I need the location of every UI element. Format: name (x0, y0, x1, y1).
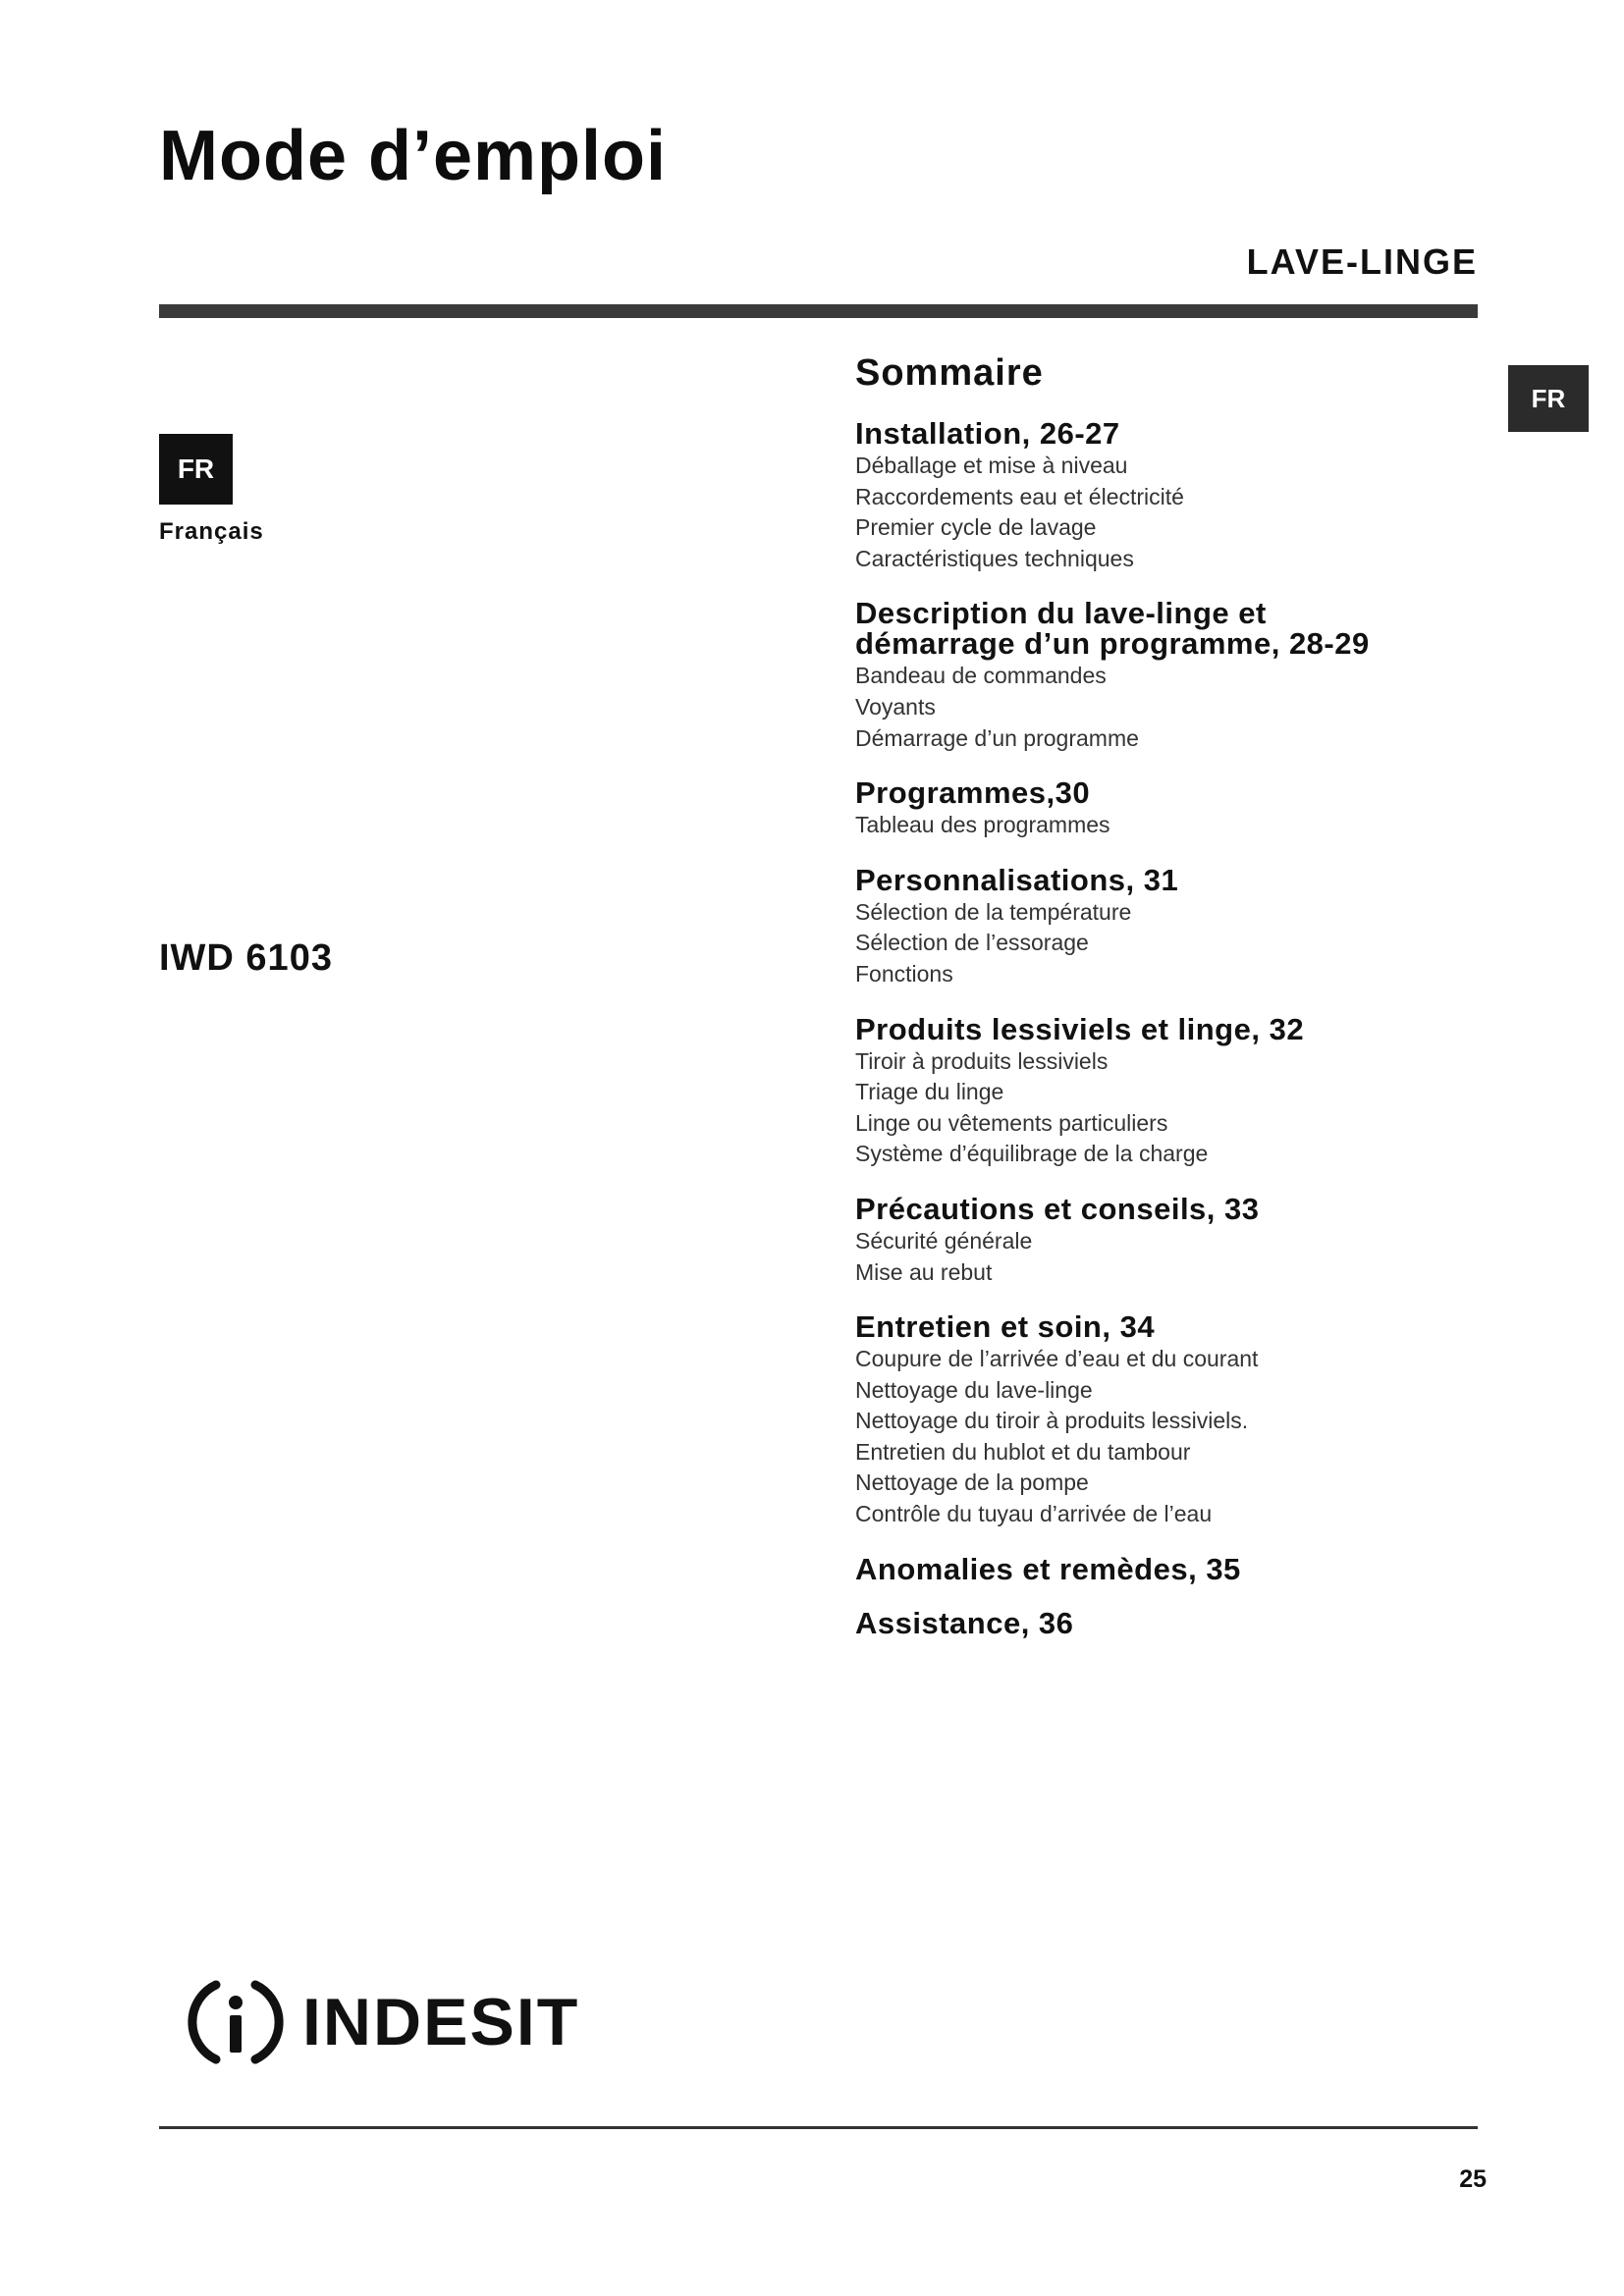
toc-section-assistance (855, 1605, 1484, 1640)
toc-item: Sécurité générale (855, 1227, 1033, 1254)
toc-section-title: Anomalies et remèdes, 35 (855, 1551, 1241, 1586)
toc-section-personnalisations (855, 862, 1484, 990)
brand-logo-text: INDESIT (302, 1985, 580, 2059)
model-number: IWD 6103 (159, 937, 333, 979)
toc-item: Système d’équilibrage de la charge (855, 1141, 1209, 1167)
toc-item: Voyants (855, 693, 936, 720)
toc-section-title: Précautions et conseils, 33 (855, 1191, 1260, 1226)
toc-item: Nettoyage du lave-linge (855, 1376, 1093, 1403)
toc-item: Entretien du hublot et du tambour (855, 1438, 1191, 1465)
toc-item: Nettoyage du tiroir à produits lessiviels. (855, 1408, 1249, 1434)
toc-section-programmes (855, 777, 1484, 841)
toc-section-precautions (855, 1191, 1484, 1288)
top-divider (159, 304, 1478, 318)
table-of-contents (855, 349, 1484, 1662)
toc-item: Mise au rebut (855, 1258, 993, 1285)
page-number: 25 (1459, 2165, 1487, 2193)
toc-section-title: Entretien et soin, 34 (855, 1309, 1156, 1345)
toc-section-anomalies (855, 1551, 1484, 1586)
toc-section-entretien (855, 1311, 1484, 1530)
indesit-i-circle-icon (187, 1973, 285, 2071)
toc-item: Sélection de la température (855, 898, 1132, 925)
toc-item: Tableau des programmes (855, 812, 1110, 838)
toc-section-title: Assistance, 36 (855, 1605, 1074, 1640)
brand-logo (187, 1973, 579, 2071)
page-title: Mode d’emploi (159, 117, 667, 195)
toc-item: Sélection de l’essorage (855, 930, 1089, 956)
toc-item: Triage du linge (855, 1079, 1004, 1105)
toc-section-description (855, 598, 1484, 754)
product-type: LAVE-LINGE (1246, 241, 1478, 282)
toc-item: Premier cycle de lavage (855, 514, 1097, 541)
toc-section-title: Produits lessiviels et linge, 32 (855, 1011, 1305, 1046)
toc-section-produits (855, 1011, 1484, 1170)
toc-item: Linge ou vêtements particuliers (855, 1109, 1168, 1136)
toc-item: Bandeau de commandes (855, 663, 1107, 689)
toc-section-title: Description du lave-linge et démarrage d’un programme, 28-29 (855, 596, 1370, 662)
toc-item: Fonctions (855, 960, 953, 987)
toc-item: Raccordements eau et électricité (855, 483, 1184, 509)
bottom-divider (159, 2126, 1478, 2129)
toc-item: Démarrage d’un programme (855, 724, 1139, 751)
toc-section-installation (855, 418, 1484, 574)
language-label: Français (159, 518, 264, 545)
toc-item: Contrôle du tuyau d’arrivée de l’eau (855, 1501, 1213, 1527)
toc-section-title: Personnalisations, 31 (855, 862, 1179, 897)
toc-section-title: Installation, 26-27 (855, 416, 1120, 451)
toc-item: Caractéristiques techniques (855, 545, 1134, 571)
toc-section-title: Programmes,30 (855, 775, 1091, 811)
toc-heading: Sommaire (855, 352, 1044, 394)
toc-item: Déballage et mise à niveau (855, 453, 1128, 478)
language-badge: FR (159, 434, 233, 505)
language-side-tab: FR (1508, 365, 1589, 432)
toc-item: Nettoyage de la pompe (855, 1469, 1089, 1496)
toc-item: Tiroir à produits lessiviels (855, 1047, 1109, 1074)
toc-item: Coupure de l’arrivée d’eau et du courant (855, 1346, 1259, 1372)
